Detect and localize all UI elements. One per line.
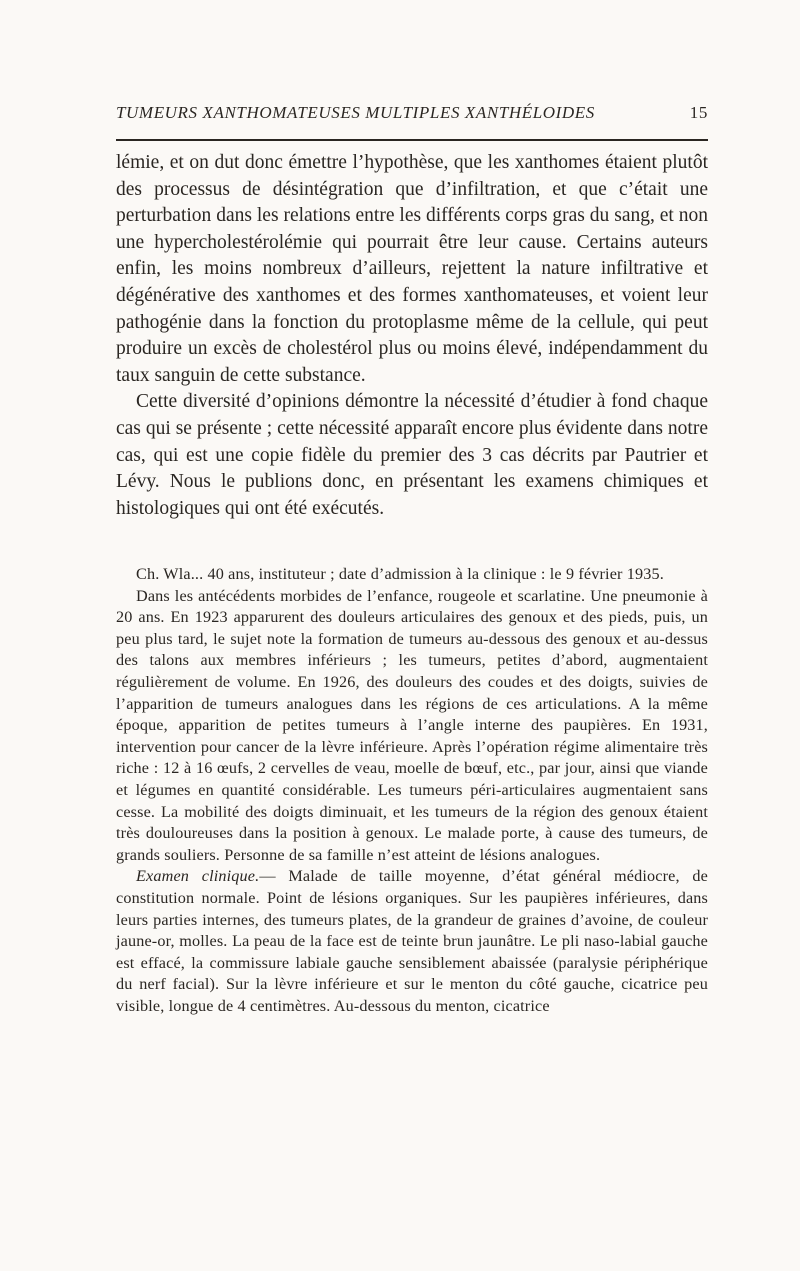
case-identification: Ch. Wla... 40 ans, instituteur ; date d’admission à la clinique : le 9 février 1935. xyxy=(136,565,664,583)
clinical-exam-paragraph xyxy=(116,866,708,1017)
clinical-exam-text: Malade de taille moyenne, d’état général médiocre, de constitution normale. Point de lésions organiques. Sur les paupières inférieures, dans leurs parties internes, des tumeurs plates, de la grandeur de graines d’avoine, de couleur jaune-or, molles. La peau de la face est de teinte brun jaunâtre. Le pli naso-labial gauche est effacé, la commissure labiale gauche sensiblement abaissée (paralysie périphérique du nerf facial). Sur la lèvre inférieure et sur le menton du côté gauche, cicatrice peu visible, longue de 4 centimètres. Au-dessous du menton, cicatrice xyxy=(116,867,708,1015)
header-rule xyxy=(116,139,708,141)
main-text xyxy=(116,150,708,522)
paragraph-diversity: Cette diversité d’opinions démontre la nécessité d’étudier à fond chaque cas qui se présente ; cette nécessité apparaît encore plus évidente dans notre cas, qui est une copie fidèle du premier des 3 cas décrits par Pautrier et Lévy. Nous le publions donc, en présentant les examens chimiques et histologiques qui ont été exécutés. xyxy=(116,391,708,519)
clinical-exam-heading: Examen clinique. xyxy=(136,867,260,886)
running-title: TUMEURS XANTHOMATEUSES MULTIPLES XANTHÉLOIDES xyxy=(116,103,595,122)
case-report xyxy=(116,564,708,1017)
page-number: 15 xyxy=(689,103,708,122)
case-history: Dans les antécédents morbides de l’enfance, rougeole et scarlatine. Une pneumonie à 20 ans. En 1923 apparurent des douleurs articulaires des genoux et des pieds, puis, un peu plus tard, le sujet note la formation de tumeurs au-dessous des genoux et au-dessus des talons aux membres inférieurs ; les tumeurs, petites d’abord, augmentaient régulièrement de volume. En 1926, des douleurs des coudes et des doigts, suivies de l’apparition de tumeurs analogues dans les régions de ces articulations. A la même époque, apparition de petites tumeurs à l’angle interne des paupières. En 1931, intervention pour cancer de la lèvre inférieure. Après l’opération régime alimentaire très riche : 12 à 16 œufs, 2 cervelles de veau, moelle de bœuf, etc., par jour, ainsi que viande et légumes en quantité considérable. Les tumeurs péri-articulaires augmentaient sans cesse. La mobilité des doigts diminuait, et les tumeurs de la région des genoux étaient très douloureuses dans la position à genoux. Le malade porte, à cause des tumeurs, de grands souliers. Personne de sa famille n’est atteint de lésions analogues. xyxy=(116,586,708,864)
running-head xyxy=(116,103,708,131)
paragraph-continuation: lémie, et on dut donc émettre l’hypothèse, que les xanthomes étaient plutôt des processus de désintégration que d’infiltration, et que c’était une perturbation dans les relations entre les différents corps gras du sang, et non une hypercholestérolémie qui pourrait être leur cause. Certains auteurs enfin, les moins nombreux d’ailleurs, rejettent la nature infiltrative et dégénérative des xanthomes et des formes xanthomateuses, et voient leur pathogénie dans la fonction du protoplasme même de la cellule, qui peut produire un excès de cholestérol plus ou moins élevé, indépendamment du taux sanguin de cette substance. xyxy=(116,152,708,386)
clinical-exam-dash: — xyxy=(259,867,289,886)
